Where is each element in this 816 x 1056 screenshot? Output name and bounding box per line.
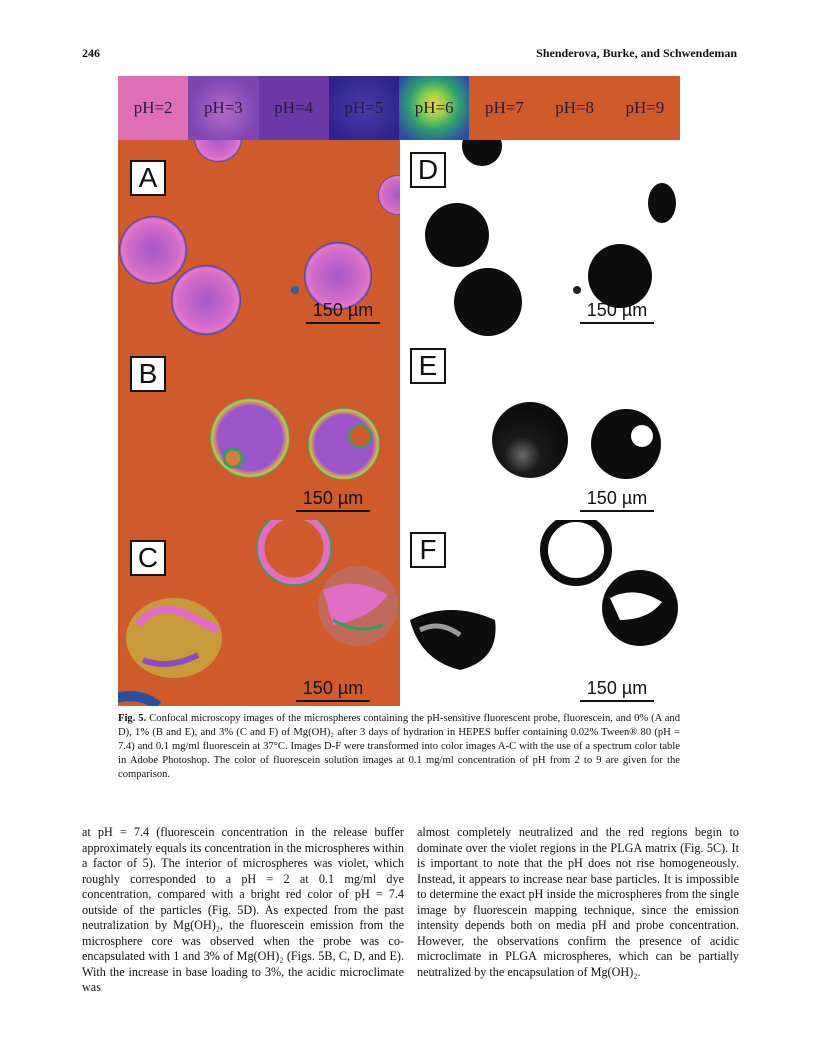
scale-bar: 150 µm <box>288 488 378 512</box>
ph-swatch: pH=5 <box>329 76 399 140</box>
microsphere <box>261 520 327 581</box>
ph-swatch: pH=4 <box>259 76 329 140</box>
panel-c <box>118 520 400 706</box>
panel-f <box>400 520 682 706</box>
running-authors: Shenderova, Burke, and Schwendeman <box>536 46 737 60</box>
ph-swatch: pH=6 <box>399 76 469 140</box>
caption-label: Fig. 5. <box>118 713 147 724</box>
panel-b <box>118 336 400 520</box>
running-header <box>82 46 737 62</box>
panel-label: D <box>410 152 446 188</box>
ph-swatch: pH=8 <box>540 76 610 140</box>
ph-swatch: pH=3 <box>188 76 258 140</box>
scale-bar: 150 µm <box>298 300 388 324</box>
ph-swatch: pH=2 <box>118 76 188 140</box>
body-column-right: almost completely neutralized and the red regions begin to dominate over the violet regions in the PLGA matrix (Fig. 5C). It is important to note that the pH does not rise homogeneously. Instead, it appears to increase near base particles. It is impossible to determine the exact pH inside the microspheres from the single image by fluorescein mapping technique, since the emission intensity depends both on media pH and probe concentration. However, the observations confirm the presence of acidic microclimate in PLGA microspheres, which can be partially neutralized by the encapsulation of Mg(OH)₂. <box>417 825 739 979</box>
panel-label: B <box>130 356 166 392</box>
scale-bar: 150 µm <box>572 300 662 324</box>
microsphere <box>194 140 242 162</box>
microsphere <box>171 265 241 335</box>
panel-a <box>118 140 400 336</box>
ph-color-scale <box>118 76 680 140</box>
scale-bar: 150 µm <box>572 488 662 512</box>
microsphere <box>119 216 187 284</box>
figure-caption <box>118 712 680 782</box>
panel-label: F <box>410 532 446 568</box>
scale-bar: 150 µm <box>572 678 662 702</box>
microsphere <box>308 408 380 480</box>
panel-label: A <box>130 160 166 196</box>
ph-swatch: pH=7 <box>469 76 539 140</box>
page-number: 246 <box>82 46 100 60</box>
body-column-left: at pH = 7.4 (fluorescein concentration in the release buffer approximately equals its concentration in the microspheres within a factor of 5). The interior of microspheres was violet, which roughly corresponded to a pH = 2 at 0.1 mg/ml dye concentration, compared with a bright red color of pH = 7.4 outside of the particles (Fig. 5D). As expected from the past neutralization by Mg(OH)₂, the fluorescein emission from the microsphere core was observed when the probe was co-encapsulated with 1 and 3% of Mg(OH)₂ (Figs. 5B, C, D, and E). With the increase in base loading to 3%, the acidic microclimate was <box>82 825 404 994</box>
panel-e <box>400 336 682 520</box>
caption-text: Confocal microscopy images of the microspheres containing the pH-sensitive fluorescent probe, fluorescein, and 0% (A and D), 1% (B and E), and 3% (C and F) of Mg(OH)₂ after 3 days of hydration in HEPES buffer containing 0.02% Tween® 80 (pH = 7.4) and 0.1 mg/ml fluorescein at 37°C. Images D-F were transformed into color images A-C with the use of a spectrum color table in Adobe Photoshop. The color of fluorescein solution images at 0.1 mg/ml concentration of pH from 2 to 9 are given for the comparison. <box>118 713 680 780</box>
ph-swatch: pH=9 <box>610 76 680 140</box>
microsphere <box>378 175 400 215</box>
microsphere <box>291 286 299 294</box>
panel-label: E <box>410 348 446 384</box>
microsphere <box>210 398 290 478</box>
panel-label: C <box>130 540 166 576</box>
scale-bar: 150 µm <box>288 678 378 702</box>
panel-d <box>400 140 682 336</box>
